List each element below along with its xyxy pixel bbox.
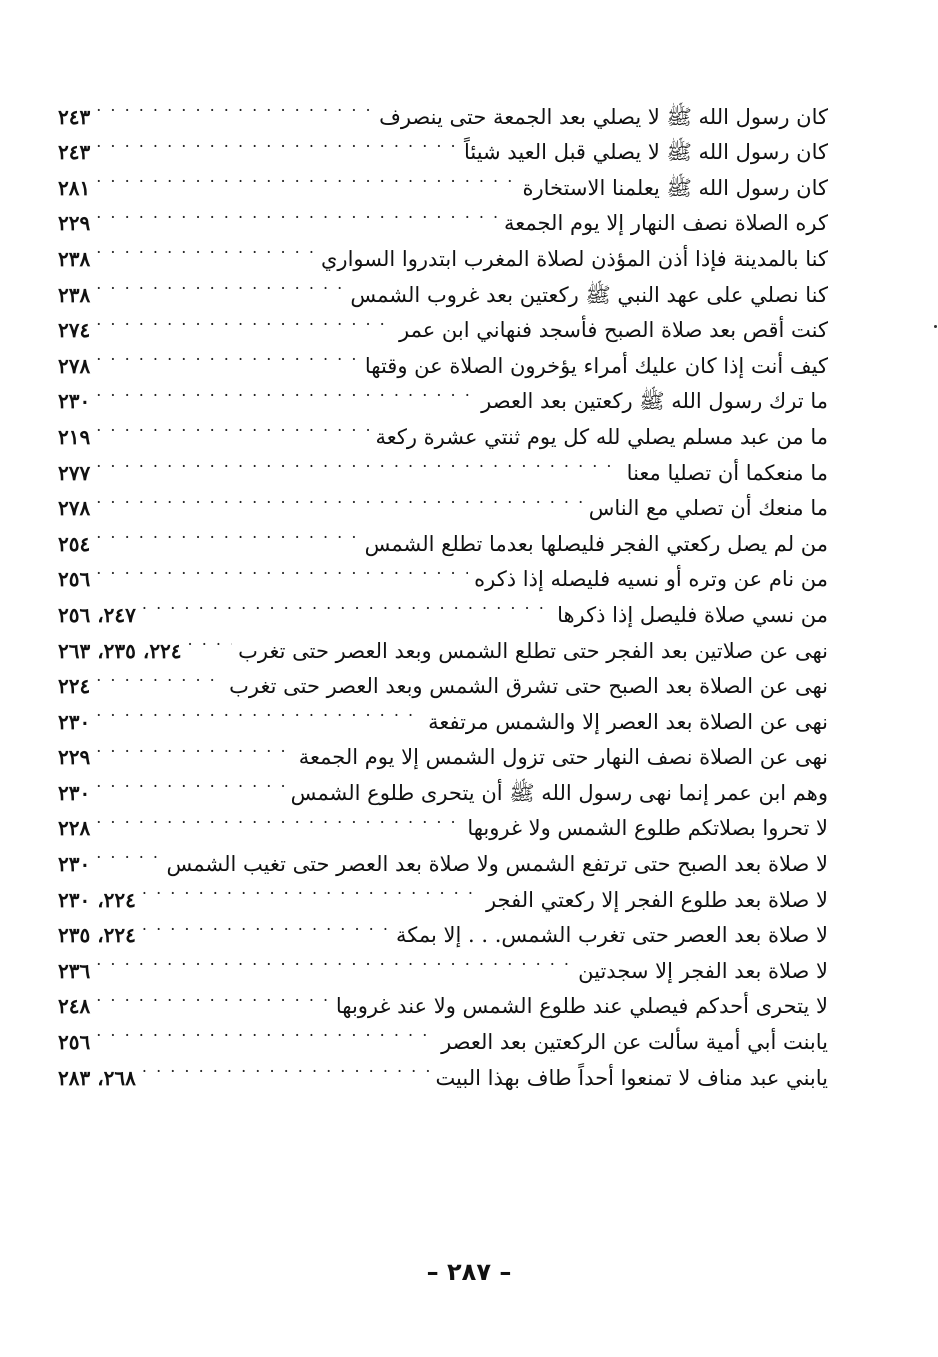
entry-text: لا صلاة بعد طلوع الفجر إلا ركعتي الفجر [485, 887, 828, 912]
leader-dots [96, 658, 223, 694]
leader-dots [96, 800, 461, 836]
leader-dots [96, 480, 583, 516]
entry-pages: ٢٤٣ [58, 104, 91, 129]
leader-dots [96, 230, 315, 266]
entry-pages: ٢١٩ [58, 424, 91, 449]
leader-dots [96, 266, 344, 302]
entry-text: يابنت أبي أمية سألت عن الركعتين بعد العصر [441, 1030, 828, 1055]
leader-dots [96, 444, 620, 480]
entry-text: من لم يصل ركعتي الفجر فليصلها بعدما تطلع الشمس [364, 531, 828, 556]
leader-dots [96, 373, 475, 409]
entry-text: نهى عن الصلاة بعد الصبح حتى تشرق الشمس وبعد العصر حتى تغرب [229, 674, 828, 699]
leader-dots [96, 159, 516, 195]
entry-pages: ٢٣٠ [58, 709, 91, 734]
entry-text: لا يتحرى أحدكم فيصلي عند طلوع الشمس ولا عند غروبها [335, 994, 828, 1019]
entry-pages: ٢٣٠ [58, 389, 91, 414]
entry-text: كان رسول الله ﷺ لا يصلي قبل العيد شيئاً [463, 140, 828, 165]
entry-pages: ٢٥٦ [58, 1030, 91, 1055]
entry-text: لا صلاة بعد الصبح حتى ترتفع الشمس ولا صلاة بعد العصر حتى تغيب الشمس [166, 852, 828, 877]
entry-text: كنا بالمدينة فإذا أذن المؤذن لصلاة المغرب ابتدروا السواري [321, 246, 828, 271]
entry-text: ما منعك أن تصلي مع الناس [588, 496, 828, 521]
entry-pages: ٢٧٤ [58, 318, 91, 343]
entry-pages: ٢٧٧ [58, 460, 91, 485]
leader-dots [188, 622, 233, 658]
entry-pages: ٢٢٤، ٢٣٠ [58, 887, 136, 912]
entry-text: كنا نصلي على عهد النبي ﷺ ركعتين بعد غروب الشمس [350, 282, 828, 307]
entry-pages: ٢٢٩ [58, 745, 91, 770]
entry-text: ما من عبد مسلم يصلي لله كل يوم ثنتي عشرة ركعة [375, 424, 828, 449]
entry-text: لا صلاة بعد العصر حتى تغرب الشمس. . . إلا بمكة [396, 923, 828, 948]
entry-text: نهى عن الصلاة نصف النهار حتى تزول الشمس إلا يوم الجمعة [298, 745, 828, 770]
entry-pages: ٢٣٦ [58, 958, 91, 983]
entry-pages: ٢٧٨ [58, 496, 91, 521]
entry-pages: ٢٤٨ [58, 994, 91, 1019]
leader-dots [96, 195, 498, 231]
page-number: – ٢٨٧ – [426, 1258, 512, 1286]
entry-pages: ٢٣٨ [58, 246, 91, 271]
entry-text: نهى عن الصلاة بعد العصر إلا والشمس مرتفعة [428, 709, 828, 734]
entry-pages: ٢٥٦ [58, 567, 91, 592]
margin-mark [934, 325, 937, 328]
leader-dots [96, 1013, 435, 1049]
entry-pages: ٢٢٨ [58, 816, 91, 841]
entry-text: من نام عن وتره أو نسيه فليصله إذا ذكره [474, 567, 828, 592]
leader-dots [96, 729, 293, 765]
entry-text: وهم ابن عمر إنما نهى رسول الله ﷺ أن يتحرى طلوع الشمس [290, 780, 828, 805]
leader-dots [96, 693, 422, 729]
entry-pages: ٢٢٤، ٢٣٥ [58, 923, 136, 948]
leader-dots [96, 302, 393, 338]
entry-text: كنت أقص بعد صلاة الصبح فأسجد فنهاني ابن عمر [399, 318, 828, 343]
entry-pages: ٢٧٨ [58, 353, 91, 378]
entry-pages: ٢٣٠ [58, 852, 91, 877]
leader-dots [96, 551, 468, 587]
hadith-index-list [58, 88, 828, 1090]
entry-pages: ٢٦٨، ٢٨٣ [58, 1065, 136, 1090]
entry-pages: ٢٤٣ [58, 140, 91, 165]
entry-text: يابني عبد مناف لا تمنعوا أحداً طاف بهذا البيت [435, 1065, 828, 1090]
entry-text: ما منعكما أن تصليا معنا [626, 460, 828, 485]
leader-dots [96, 88, 373, 124]
leader-dots [96, 408, 369, 444]
leader-dots [96, 515, 358, 551]
leader-dots [142, 907, 390, 943]
entry-pages: ٢٢٤ [58, 674, 91, 699]
entry-text: كان رسول الله ﷺ لا يصلي بعد الجمعة حتى ينصرف [379, 104, 828, 129]
entry-text: من نسي صلاة فليصل إذا ذكرها [557, 602, 828, 627]
entry-pages: ٢٣٠ [58, 780, 91, 805]
entry-text: كيف أنت إذا كان عليك أمراء يؤخرون الصلاة عن وقتها [364, 353, 828, 378]
entry-pages: ٢٢٤، ٢٣٥، ٢٦٣ [58, 638, 182, 663]
entry-text: كره الصلاة نصف النهار إلا يوم الجمعة [503, 211, 828, 236]
entry-pages: ٢٥٤ [58, 531, 91, 556]
entry-text: لا صلاة بعد الفجر إلا سجدتين [578, 958, 828, 983]
entry-pages: ٢٢٩ [58, 211, 91, 236]
leader-dots [96, 835, 160, 871]
leader-dots [96, 978, 330, 1014]
entry-pages: ٢٣٨ [58, 282, 91, 307]
leader-dots [96, 124, 458, 160]
leader-dots [96, 337, 359, 373]
leader-dots [142, 586, 551, 622]
leader-dots [96, 764, 284, 800]
entry-pages: ٢٨١ [58, 175, 91, 200]
leader-dots [96, 942, 572, 978]
index-entry [58, 88, 828, 129]
entry-text: كان رسول الله ﷺ يعلمنا الاستخارة [522, 175, 828, 200]
entry-pages: ٢٤٧، ٢٥٦ [58, 602, 136, 627]
entry-text: نهى عن صلاتين بعد الفجر حتى تطلع الشمس وبعد العصر حتى تغرب [238, 638, 828, 663]
entry-text: ما ترك رسول الله ﷺ ركعتين بعد العصر [481, 389, 828, 414]
leader-dots [142, 871, 480, 907]
entry-text: لا تحروا بصلاتكم طلوع الشمس ولا غروبها [467, 816, 828, 841]
leader-dots [142, 1049, 430, 1085]
